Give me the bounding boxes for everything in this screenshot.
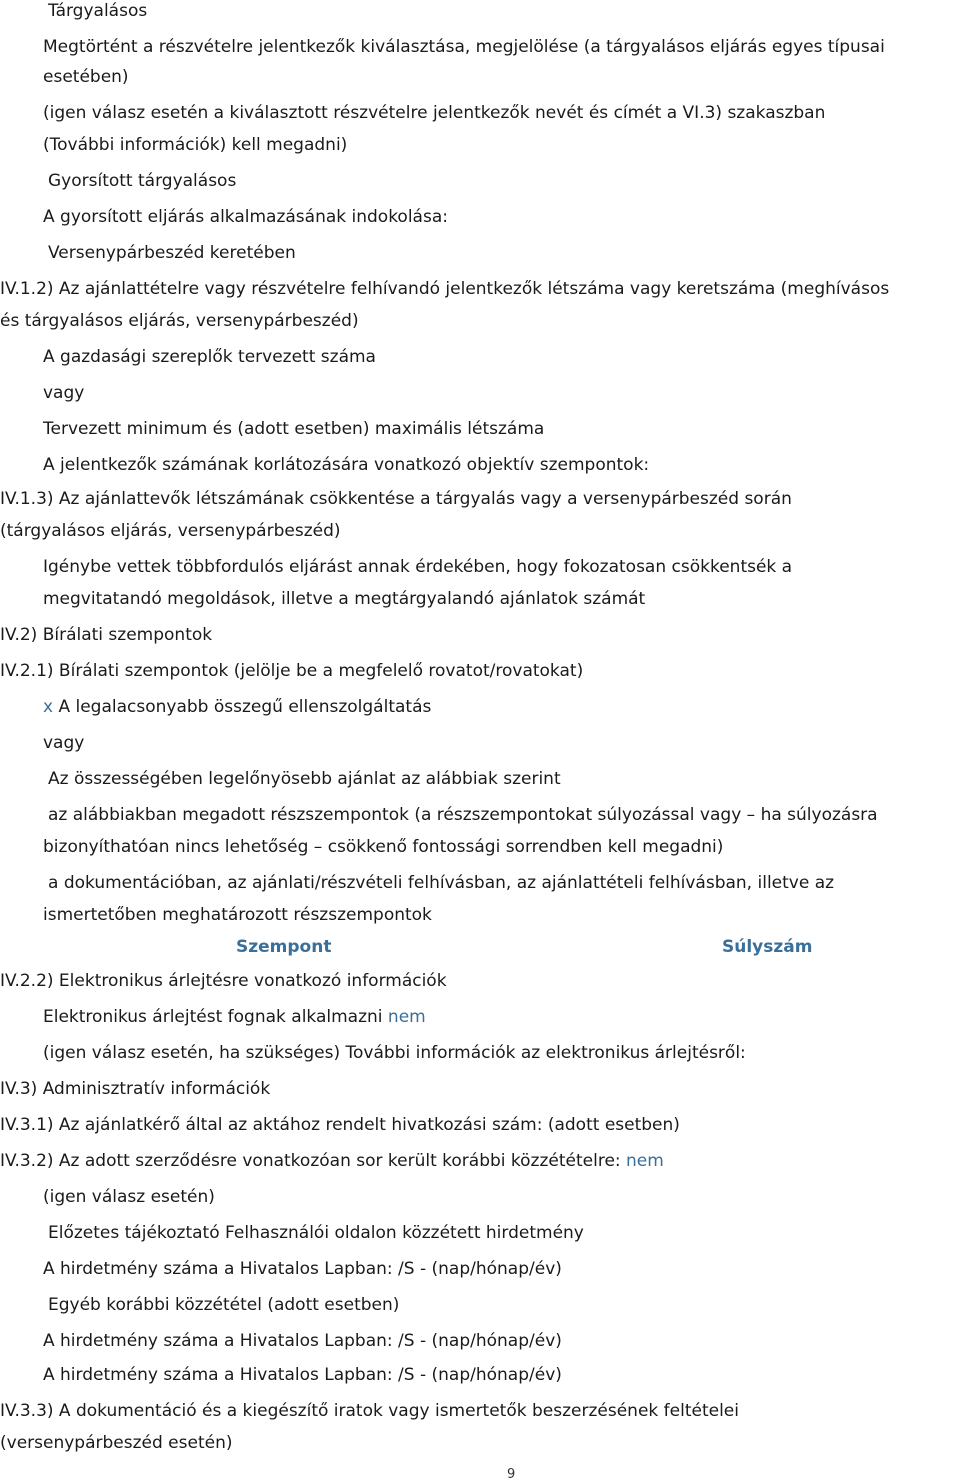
section-iv-1-2-heading-2: és tárgyalásos eljárás, versenypárbeszéd) (0, 311, 359, 331)
prior-publication-value: nem (626, 1151, 664, 1171)
e-auction-info: (igen válasz esetén, ha szükséges) További információk az elektronikus árlejtésről: (43, 1043, 746, 1063)
if-yes-text: (igen válasz esetén) (43, 1187, 215, 1207)
prior-info-notice: Előzetes tájékoztató Felhasználói oldalon közzétett hirdetmény (48, 1223, 584, 1243)
e-auction-row (43, 1006, 426, 1028)
procedure-type-versenyparbeszed: Versenypárbeszéd keretében (48, 243, 296, 263)
section-iv-2-heading: IV.2) Bírálati szempontok (0, 625, 213, 645)
section-iv-3-2-row (0, 1150, 664, 1172)
page-number: 9 (507, 1467, 516, 1482)
multi-stage-text-2: megvitatandó megoldások, illetve a megtárgyalandó ajánlatok számát (43, 589, 646, 609)
planned-number-label: A gazdasági szereplők tervezett száma (43, 347, 376, 367)
multi-stage-text-1: Igénybe vettek többfordulós eljárást annak érdekében, hogy fokozatosan csökkentsék a (43, 557, 793, 577)
sub-criteria-text-1: az alábbiakban megadott részszempontok (a részszempontokat súlyozással vagy – ha súlyozásra (48, 805, 878, 825)
column-header-sulyszam: Súlyszám (722, 937, 813, 957)
procedure-type-tárgyalásos: Tárgyalásos (48, 1, 148, 21)
selection-text-2: esetében) (43, 67, 129, 87)
documentation-criteria-2: ismertetőben meghatározott részszempontok (43, 905, 432, 925)
planned-min-max-label: Tervezett minimum és (adott esetben) maximális létszáma (43, 419, 545, 439)
section-iv-3-3-heading-2: (versenypárbeszéd esetén) (0, 1433, 233, 1453)
checkbox-mark: x (43, 697, 54, 717)
or-text-2: vagy (43, 733, 85, 753)
lowest-price-option (43, 696, 431, 718)
section-iv-3-heading: IV.3) Adminisztratív információk (0, 1079, 271, 1099)
section-iv-2-1-heading: IV.2.1) Bírálati szempontok (jelölje be a megfelelő rovatot/rovatokat) (0, 661, 584, 681)
lowest-price-label: A legalacsonyabb összegű ellenszolgáltatás (58, 697, 432, 717)
or-text-1: vagy (43, 383, 85, 403)
e-auction-label: Elektronikus árlejtést fognak alkalmazni (43, 1007, 383, 1027)
section-iv-3-1-heading: IV.3.1) Az ajánlatkérő által az aktához rendelt hivatkozási szám: (adott esetben) (0, 1115, 680, 1135)
section-iv-3-2-heading: IV.3.2) Az adott szerződésre vonatkozóan sor került korábbi közzétételre: (0, 1151, 621, 1171)
most-advantageous-option: Az összességében legelőnyösebb ajánlat az alábbiak szerint (48, 769, 561, 789)
selection-text-1: Megtörtént a részvételre jelentkezők kiválasztása, megjelölése (a tárgyalásos eljárás egyes típusai (43, 37, 885, 57)
oj-notice-number-3: A hirdetmény száma a Hivatalos Lapban: /S - (nap/hónap/év) (43, 1365, 562, 1385)
procedure-type-gyorsitott: Gyorsított tárgyalásos (48, 171, 237, 191)
accelerated-justification: A gyorsított eljárás alkalmazásának indokolása: (43, 207, 448, 227)
section-iv-3-3-heading-1: IV.3.3) A dokumentáció és a kiegészítő iratok vagy ismertetők beszerzésének feltételei (0, 1401, 739, 1421)
sub-criteria-text-2: bizonyíthatóan nincs lehetőség – csökkenő fontossági sorrendben kell megadni) (43, 837, 724, 857)
oj-notice-number-1: A hirdetmény száma a Hivatalos Lapban: /S - (nap/hónap/év) (43, 1259, 562, 1279)
section-iv-2-2-heading: IV.2.2) Elektronikus árlejtésre vonatkozó információk (0, 971, 447, 991)
selection-note-2: (További információk) kell megadni) (43, 135, 348, 155)
section-iv-1-3-heading-1: IV.1.3) Az ajánlattevők létszámának csökkentése a tárgyalás vagy a versenypárbeszéd során (0, 489, 792, 509)
e-auction-value: nem (387, 1007, 426, 1027)
section-iv-1-2-heading-1: IV.1.2) Az ajánlattételre vagy részvételre felhívandó jelentkezők létszáma vagy keretszáma (meghívásos (0, 279, 890, 299)
documentation-criteria-1: a dokumentációban, az ajánlati/részvételi felhívásban, az ajánlattételi felhívásban, illetve az (48, 873, 835, 893)
other-prior-publication: Egyéb korábbi közzététel (adott esetben) (48, 1295, 400, 1315)
selection-note-1: (igen válasz esetén a kiválasztott részvételre jelentkezők nevét és címét a VI.3) szakaszban (43, 103, 826, 123)
column-header-szempont: Szempont (236, 937, 332, 957)
section-iv-1-3-heading-2: (tárgyalásos eljárás, versenypárbeszéd) (0, 521, 341, 541)
objective-criteria-label: A jelentkezők számának korlátozására vonatkozó objektív szempontok: (43, 455, 650, 475)
oj-notice-number-2: A hirdetmény száma a Hivatalos Lapban: /S - (nap/hónap/év) (43, 1331, 562, 1351)
